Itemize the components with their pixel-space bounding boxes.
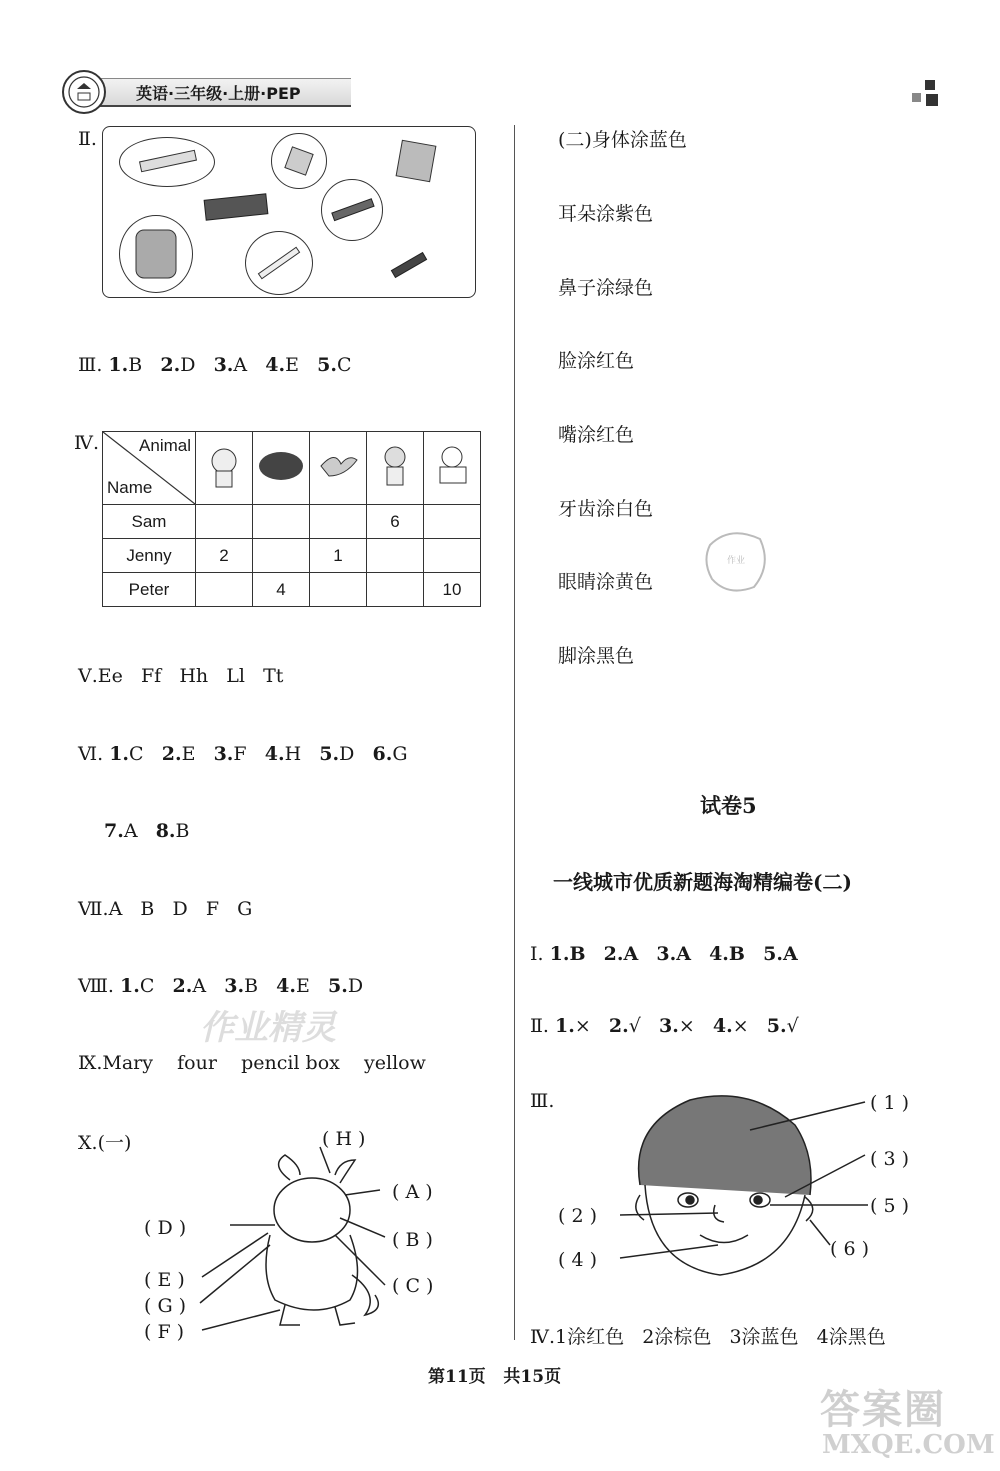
- p5-q1-number: 4.: [709, 943, 729, 965]
- q6-number: 4.: [264, 743, 285, 765]
- p5-q2-number: 1.: [555, 1015, 575, 1037]
- q6-answer: E: [181, 743, 196, 765]
- corner-square-icon: [925, 80, 935, 90]
- table-cell: [196, 573, 253, 607]
- table-cell: [196, 505, 253, 539]
- q8-label: Ⅷ.: [78, 975, 114, 997]
- bag-icon: [120, 216, 192, 292]
- face-label-6: ( 6 ): [830, 1238, 869, 1260]
- q8-answer: C: [139, 975, 155, 997]
- p5-q1-number: 3.: [656, 943, 677, 965]
- color-item: (二)身体涂蓝色: [558, 129, 687, 151]
- faint-watermark: 作业精灵: [200, 1008, 336, 1048]
- table-cell: [424, 539, 481, 573]
- circle-bag: [119, 215, 193, 293]
- p5-q1-answer: A: [676, 943, 691, 965]
- site-watermark: 答案圈: [820, 1386, 946, 1433]
- header-title: 英语·三年级·上册·PEP: [136, 84, 301, 103]
- p5-q2-row: [530, 1015, 799, 1037]
- p5-q4-answer: 1涂红色 2涂棕色 3涂蓝色 4涂黑色: [555, 1326, 886, 1348]
- q6-number: 2.: [161, 743, 182, 765]
- q7-label: Ⅶ.: [78, 898, 109, 920]
- table-cell: 6: [367, 505, 424, 539]
- crayon-icon: [385, 247, 435, 283]
- q3-answer: C: [336, 354, 352, 376]
- pen-icon: [322, 180, 382, 240]
- q8-answer: D: [347, 975, 364, 997]
- dog-icon: [430, 441, 474, 491]
- p5-q2-label: Ⅱ.: [530, 1015, 549, 1037]
- color-item: 耳朵涂紫色: [558, 203, 654, 225]
- q8-answer: A: [192, 975, 207, 997]
- q3-number: 3.: [213, 354, 234, 376]
- page-number: 第11页 共15页: [428, 1367, 562, 1387]
- face-label-5: ( 5 ): [870, 1195, 909, 1217]
- q6-label: Ⅵ.: [78, 743, 104, 765]
- q8-number: 4.: [276, 975, 297, 997]
- q5-label: Ⅴ.: [78, 665, 98, 687]
- table-cell: [367, 573, 424, 607]
- table-row: [103, 505, 481, 539]
- label-f: ( F ): [144, 1321, 185, 1343]
- q3-row: [78, 354, 352, 376]
- p5-q2-answer: √: [628, 1015, 641, 1037]
- table-cell: [253, 505, 310, 539]
- p5-q1-answer: B: [569, 943, 586, 965]
- q3-answer: B: [128, 354, 143, 376]
- color-item: 眼睛涂黄色: [558, 571, 654, 593]
- header-animal: Animal: [139, 436, 191, 455]
- q6-answer: G: [392, 743, 408, 765]
- column-divider: [514, 125, 515, 1340]
- q7-answer: A B D F G: [108, 898, 253, 920]
- color-item: 脚涂黑色: [558, 645, 635, 667]
- paper-title: 试卷5: [700, 793, 757, 818]
- q9-label: Ⅸ.: [78, 1052, 103, 1074]
- stamp-icon: [700, 525, 772, 597]
- q6-number: 5.: [319, 743, 340, 765]
- q6-answer: H: [284, 743, 302, 765]
- q6-answer: C: [129, 743, 144, 765]
- table-cell: 1: [310, 539, 367, 573]
- p5-q1-answer: B: [728, 943, 745, 965]
- label-a: ( A ): [392, 1181, 433, 1203]
- q6-number: 1.: [109, 743, 130, 765]
- book-icon: [391, 135, 441, 185]
- q6-answer: F: [233, 743, 247, 765]
- label-h: ( H ): [322, 1128, 366, 1150]
- q6-number: 8.: [155, 820, 176, 842]
- p5-q2-number: 4.: [712, 1015, 733, 1037]
- q8-row: [78, 975, 363, 997]
- row-name: Sam: [103, 505, 196, 539]
- table-cell: [310, 505, 367, 539]
- label-d: ( D ): [144, 1217, 187, 1239]
- p5-q1-number: 5.: [763, 943, 783, 965]
- q10-label: Ⅹ.(一): [78, 1132, 132, 1154]
- p5-q2-number: 5.: [766, 1015, 787, 1037]
- q3-number: 4.: [265, 354, 286, 376]
- q9-row: [78, 1052, 426, 1074]
- q8-answer: E: [296, 975, 310, 997]
- stationery-picture: [102, 126, 476, 298]
- p5-q4-label: Ⅳ.: [530, 1326, 556, 1348]
- table-cell: 2: [196, 539, 253, 573]
- svg-text:作业: 作业: [726, 556, 746, 566]
- label-c: ( C ): [392, 1275, 434, 1297]
- q2-label: Ⅱ.: [78, 128, 97, 150]
- p5-q2-answer: ×: [732, 1015, 749, 1037]
- q8-number: 3.: [224, 975, 245, 997]
- bear-cell: [253, 432, 310, 505]
- logo-emblem-icon: [67, 75, 101, 109]
- corner-square-icon: [926, 94, 938, 106]
- q6-answer: B: [175, 820, 190, 842]
- q4-label: Ⅳ.: [74, 432, 100, 454]
- row-name: Jenny: [103, 539, 196, 573]
- corner-square-icon: [912, 93, 921, 102]
- p5-q2-number: 3.: [658, 1015, 679, 1037]
- q8-number: 2.: [172, 975, 193, 997]
- circle-ruler: [119, 137, 215, 187]
- table-cell: [424, 505, 481, 539]
- color-item: 鼻子涂绿色: [558, 277, 654, 299]
- q8-number: 1.: [120, 975, 140, 997]
- label-g: ( G ): [144, 1295, 187, 1317]
- p5-q2-answer: √: [786, 1015, 799, 1037]
- p5-q1-number: 2.: [603, 943, 624, 965]
- color-item: 脸涂红色: [558, 350, 635, 372]
- tiger-cell: [196, 432, 253, 505]
- p5-q4-row: [530, 1322, 886, 1349]
- q3-number: 1.: [108, 354, 129, 376]
- table-cell: [367, 539, 424, 573]
- label-b: ( B ): [392, 1229, 433, 1251]
- site-url-watermark: MXQE.COM: [822, 1430, 995, 1460]
- eraser-icon: [272, 134, 326, 188]
- table-cell: 10: [424, 573, 481, 607]
- ruler-icon: [120, 138, 214, 186]
- paper-subtitle: 一线城市优质新题海淘精编卷(二): [553, 870, 852, 894]
- p5-q1-answer: A: [782, 943, 798, 965]
- circle-pencil: [245, 231, 313, 295]
- q7-row: [78, 898, 252, 920]
- p5-q2-answer: ×: [574, 1015, 591, 1037]
- q6-number: 6.: [372, 743, 393, 765]
- q5-row: [78, 665, 283, 687]
- q6-number: 3.: [213, 743, 234, 765]
- pencil-icon: [246, 232, 312, 294]
- row-name: Peter: [103, 573, 196, 607]
- q3-answer: D: [180, 354, 196, 376]
- q3-label: Ⅲ.: [78, 354, 103, 376]
- table-row: [103, 573, 481, 607]
- bird-cell: [310, 432, 367, 505]
- header-name: Name: [107, 478, 153, 497]
- p5-q1-label: Ⅰ.: [530, 943, 544, 965]
- color-item: 牙齿涂白色: [558, 498, 654, 520]
- q3-number: 5.: [317, 354, 337, 376]
- dog-cell: [424, 432, 481, 505]
- q8-answer: B: [244, 975, 259, 997]
- q6-row1: [78, 743, 408, 765]
- q6-number: 7.: [104, 820, 124, 842]
- q5-answer: Ee Ff Hh Ll Tt: [97, 665, 284, 687]
- monkey-icon: [375, 441, 415, 491]
- p5-q1-row: [530, 943, 798, 965]
- monkey-cell: [367, 432, 424, 505]
- q3-number: 2.: [160, 354, 181, 376]
- face-label-1: ( 1 ): [870, 1092, 909, 1114]
- q6-row2: [104, 820, 190, 842]
- bear-icon: [255, 446, 307, 486]
- table-cell: [253, 539, 310, 573]
- q6-answer: A: [123, 820, 138, 842]
- animal-table: [102, 431, 481, 607]
- face-label-4: ( 4 ): [558, 1249, 597, 1271]
- p5-q2-answer: ×: [678, 1015, 695, 1037]
- p5-q1-number: 1.: [549, 943, 570, 965]
- p5-q1-answer: A: [623, 943, 639, 965]
- q6-answer: D: [339, 743, 355, 765]
- q3-answer: E: [285, 354, 299, 376]
- circle-pen: [321, 179, 383, 241]
- q3-answer: A: [233, 354, 248, 376]
- page-header: [62, 70, 362, 104]
- table-diagonal-header: [103, 432, 196, 505]
- table-row: [103, 539, 481, 573]
- p5-q2-number: 2.: [608, 1015, 629, 1037]
- q9-answer: Mary four pencil box yellow: [102, 1052, 426, 1074]
- table-cell: [310, 573, 367, 607]
- color-item: 嘴涂红色: [558, 424, 635, 446]
- q8-number: 5.: [328, 975, 348, 997]
- face-label-3: ( 3 ): [870, 1148, 909, 1170]
- label-e: ( E ): [144, 1269, 185, 1291]
- face-label-2: ( 2 ): [558, 1205, 597, 1227]
- p5-q3-label: Ⅲ.: [530, 1090, 555, 1112]
- pencil-box-icon: [201, 191, 273, 225]
- circle-eraser: [271, 133, 327, 189]
- publisher-logo: [62, 70, 106, 114]
- table-cell: 4: [253, 573, 310, 607]
- bird-icon: [315, 446, 361, 486]
- tiger-icon: [204, 441, 244, 491]
